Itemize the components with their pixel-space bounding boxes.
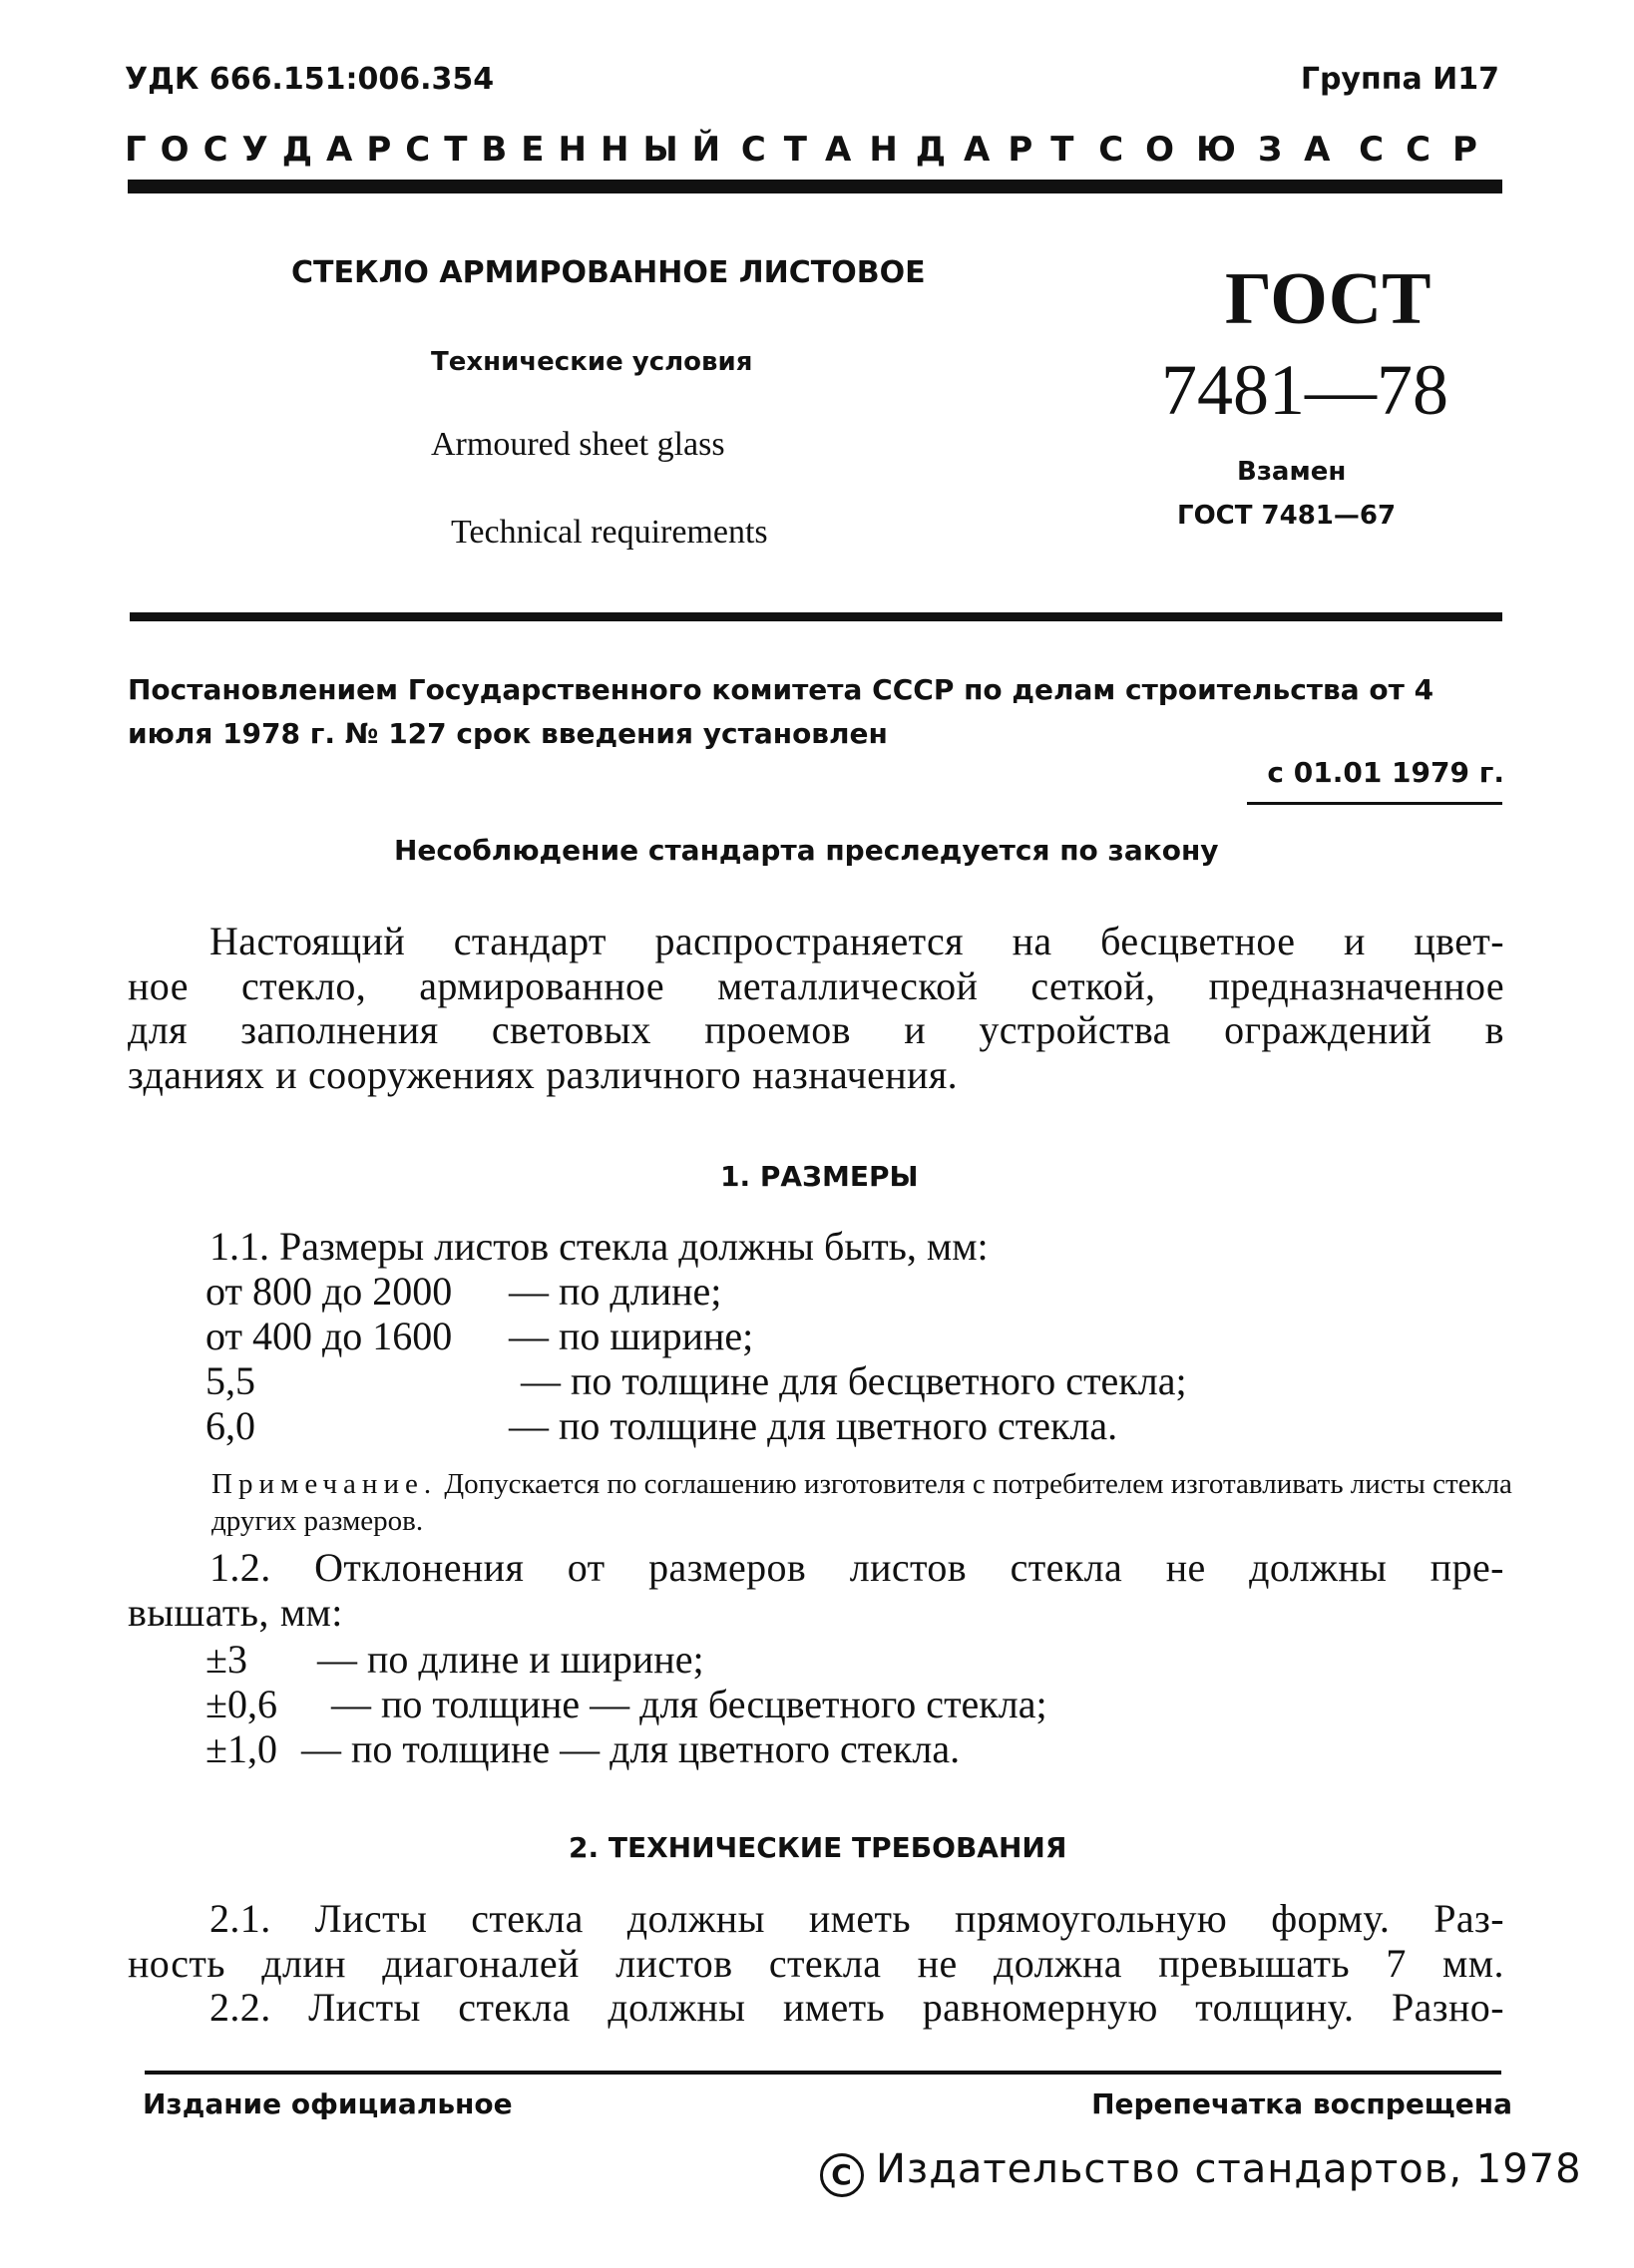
size-desc: — по толщине для бесцветного стекла;: [521, 1358, 1187, 1403]
text-line: [128, 1591, 1504, 1636]
publisher-text: Издательство стандартов, 1978: [876, 2146, 1582, 2192]
word: бесцветное: [1100, 919, 1296, 963]
footer-rule: [145, 2071, 1501, 2075]
word: Раз-: [1433, 1896, 1504, 1941]
word: проемов: [704, 1007, 851, 1052]
word: ное: [128, 962, 189, 1008]
word: толщину.: [1195, 1985, 1355, 2030]
word: ограждений: [1224, 1007, 1432, 1052]
tolerance-value: ±1,0: [205, 1726, 277, 1771]
decree-text: Постановлением Государственного комитета СССР по делам строительства от 4 июля 1978 г. № 127 срок введения установлен: [128, 673, 1434, 750]
tolerance-desc: — по длине и ширине;: [317, 1637, 704, 1682]
word: превышать: [1158, 1940, 1351, 1986]
word: стандарт: [453, 919, 607, 963]
section-heading: 1. РАЗМЕРЫ: [720, 1160, 919, 1193]
udk-code: УДК 666.151:006.354: [125, 62, 495, 97]
word: распространяется: [654, 919, 964, 963]
official-edition: Издание официальное: [143, 2087, 513, 2120]
document-title: СТЕКЛО АРМИРОВАННОЕ ЛИСТОВОЕ: [291, 255, 926, 290]
word: в: [1484, 1007, 1504, 1052]
word: не: [917, 1940, 958, 1986]
word: не: [1165, 1545, 1206, 1590]
word: листов: [615, 1940, 733, 1986]
tolerance-desc: — по толщине — для бесцветного стекла;: [331, 1682, 1047, 1726]
word: 2.1.: [209, 1896, 271, 1941]
banner-word: СТАНДАРТ: [740, 130, 1092, 170]
word: стекло,: [240, 962, 367, 1008]
word: размеров: [648, 1545, 807, 1590]
word: и: [1343, 919, 1366, 963]
word: ность: [128, 1940, 225, 1986]
word: зданиях: [128, 1051, 265, 1097]
word: стекла: [1010, 1545, 1123, 1590]
word: стекла: [458, 1985, 571, 2030]
section-heading: 2. ТЕХНИЧЕСКИЕ ТРЕБОВАНИЯ: [569, 1831, 1067, 1864]
replaces-number: ГОСТ 7481—67: [1177, 501, 1397, 531]
document-subtitle: Технические условия: [431, 347, 753, 377]
word: форму.: [1271, 1896, 1391, 1941]
standard-banner: [125, 130, 1499, 170]
word: пре-: [1430, 1545, 1504, 1590]
word: заполнения: [240, 1007, 439, 1052]
word: для: [128, 1007, 188, 1052]
word: сеткой,: [1030, 962, 1156, 1008]
word: Листы: [314, 1896, 428, 1941]
word: должны: [1249, 1545, 1388, 1590]
word: металлической: [717, 962, 979, 1008]
text-line: [128, 920, 1504, 964]
clause-1-1: 1.1. Размеры листов стекла должны быть, мм:: [209, 1224, 989, 1269]
word: стекла: [471, 1896, 584, 1941]
word: от: [567, 1545, 606, 1590]
word: световых: [491, 1007, 651, 1052]
tolerance-desc: — по толщине — для цветного стекла.: [301, 1726, 961, 1771]
gost-label: ГОСТ: [1225, 258, 1431, 340]
legal-notice: Несоблюдение стандарта преследуется по закону: [394, 834, 1219, 867]
word: Настоящий: [209, 919, 406, 963]
size-value: от 400 до 1600: [205, 1314, 453, 1358]
tolerance-value: ±0,6: [205, 1682, 277, 1726]
size-desc: — по длине;: [509, 1269, 722, 1314]
banner-word: ГОСУДАРСТВЕННЫЙ: [125, 130, 735, 170]
word: цвет-: [1414, 919, 1504, 963]
word: Разно-: [1391, 1985, 1504, 2030]
publisher-line: [820, 2146, 1582, 2197]
word: равномерную: [922, 1985, 1158, 2030]
word: сооружениях: [308, 1051, 536, 1097]
word: должны: [626, 1896, 765, 1941]
word: листов: [849, 1545, 968, 1590]
word: должна: [993, 1940, 1122, 1986]
replaces-label: Взамен: [1237, 457, 1347, 487]
word: мм:: [279, 1589, 343, 1635]
word: 7: [1386, 1940, 1407, 1986]
word: назначения.: [752, 1051, 959, 1097]
word: и: [275, 1051, 298, 1097]
word: предназначенное: [1208, 962, 1504, 1008]
word: и: [904, 1007, 927, 1052]
copyright-icon: C: [820, 2153, 864, 2197]
title-rule: [130, 612, 1502, 621]
text-line: [128, 1897, 1504, 1942]
section-2-text: [128, 1897, 1504, 2031]
note-paragraph: [211, 1466, 1516, 1540]
word: 1.2.: [209, 1545, 271, 1590]
size-value: 6,0: [205, 1403, 255, 1448]
tolerance-value: ±3: [205, 1637, 247, 1682]
word: Отклонения: [314, 1545, 525, 1590]
word: длин: [261, 1940, 346, 1986]
banner-word: СОЮЗА: [1098, 130, 1353, 170]
text-line: [128, 1053, 1504, 1098]
word: различного: [546, 1051, 742, 1097]
reprint-notice: Перепечатка воспрещена: [1091, 2087, 1512, 2120]
word: иметь: [808, 1896, 912, 1941]
word: мм.: [1442, 1940, 1504, 1986]
word: стекла: [768, 1940, 882, 1986]
clause-1-2: [128, 1546, 1504, 1635]
effective-date: с 01.01 1979 г.: [1267, 756, 1504, 789]
text-line: [128, 1546, 1504, 1591]
word: прямоугольную: [955, 1896, 1228, 1941]
word: на: [1012, 919, 1052, 963]
size-value: 5,5: [205, 1358, 255, 1403]
text-line: [128, 964, 1504, 1009]
text-line: [128, 1986, 1504, 2031]
intro-paragraph: [128, 920, 1504, 1097]
gost-number: 7481—78: [1161, 350, 1448, 430]
english-subtitle: Technical requirements: [451, 514, 768, 551]
banner-word: ССР: [1359, 130, 1499, 170]
group-code: Группа И17: [1300, 62, 1499, 97]
english-title: Armoured sheet glass: [431, 426, 725, 463]
size-desc: — по ширине;: [509, 1314, 754, 1358]
word: устройства: [979, 1007, 1171, 1052]
date-rule: [1247, 802, 1502, 805]
size-value: от 800 до 2000: [205, 1269, 453, 1314]
word: армированное: [419, 962, 665, 1008]
word: 2.2.: [209, 1985, 271, 2030]
word: вышать,: [128, 1589, 269, 1635]
word: диагоналей: [382, 1940, 580, 1986]
word: иметь: [782, 1985, 886, 2030]
note-text: Допускается по соглашению изготовителя с потребителем изготавливать листы стекла других размеров.: [211, 1468, 1512, 1537]
word: Листы: [308, 1985, 421, 2030]
word: должны: [608, 1985, 746, 2030]
note-label: Примечание.: [211, 1468, 438, 1500]
banner-rule: [128, 180, 1502, 193]
text-line: [128, 1008, 1504, 1053]
size-desc: — по толщине для цветного стекла.: [509, 1403, 1118, 1448]
text-line: [128, 1942, 1504, 1987]
